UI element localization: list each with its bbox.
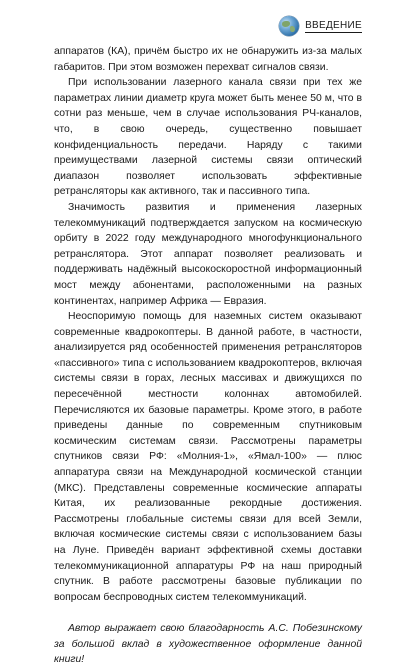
body-text: [54, 44, 362, 668]
paragraph-continued: аппаратов (КА), причём быстро их не обнаружить из-за малых габаритов. При этом возможен перехват сигналов связи.: [54, 46, 362, 73]
running-header: [279, 16, 362, 36]
paragraph-laser-channel: При использовании лазерного канала связи при тех же параметрах линии диаметр круга может быть менее 50 м, что в сотни раз меньше, чем в случае использования РЧ-каналов, что, в свою очередь, существенно повышает конфиденциальность передачи. Наряду с такими преимуществами лазерной системы связи оптический диапазон позволяет использовать эффективные ретрансляторы как активного, так и пассивного типа.: [54, 77, 362, 198]
paragraph-quadcopters: Неоспоримую помощь для наземных систем оказывают современные квадрокоптеры. В данной работе, в частности, анализируется ряд особенностей применения ретрансляторов «пассивного» типа с использованием квадрокоптеров, включая системы связи в горах, лесных массивах и движущихся по пересечённой местности колоннах автомобилей. Перечисляются их базовые параметры. Кроме этого, в работе приведены данные по современным спутниковым космическим системам связи. Рассмотрены параметры спутников связи РФ: «Молния-1», «Ямал-100» — плюс аппаратура связи на Международной космической станции (МКС). Представлены современные космические аппараты Китая, их реализованные рекордные достижения. Рассмотрены глобальные системы связи для всей Земли, включая космические системы связи с использованием базы на Луне. Приведён вариант эффективной схемы доставки телекоммуникационной аппаратуры РФ на наш природный спутник. В работе рассмотрены базовые публикации по вопросам беспроводных систем телекоммуникаций.: [54, 311, 362, 603]
paragraph-significance: Значимость развития и применения лазерных телекоммуникаций подтверждается запуском на космическую орбиту в 2022 году международного многофункционального ретранслятора. Этот аппарат позволяет реализовать и поддерживать надёжный высокоскоростной информационный мост между абонентами, расположенными на разных континентах, например Африка — Евразия.: [54, 201, 362, 307]
globe-icon: [279, 16, 299, 36]
section-title: ВВЕДЕНИЕ: [305, 19, 362, 31]
acknowledgement: Автор выражает свою благодарность А.С. Побезинскому за большой вклад в художественное оформление данной книги!: [54, 622, 362, 666]
